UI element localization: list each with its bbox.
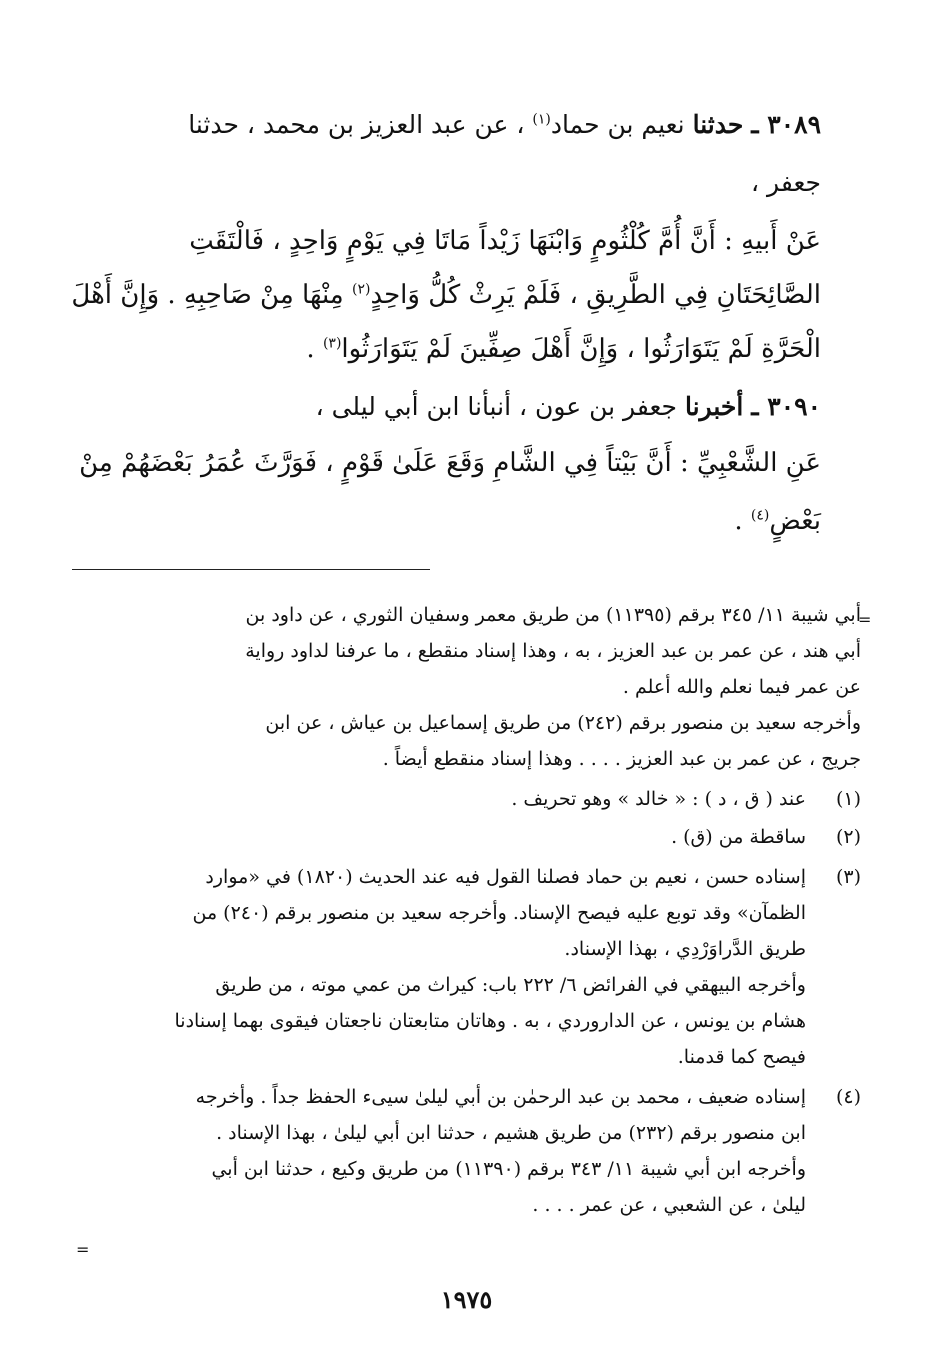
footnote-number: (٣)	[835, 866, 861, 888]
hadith-number: ٣٠٨٩ ـ	[751, 110, 821, 139]
page-number: ١٩٧٥	[440, 1285, 493, 1314]
continuation-mark-bottom: =	[76, 1240, 90, 1259]
footnote-number: (١)	[835, 788, 861, 810]
hadith-3090-matn-line-1	[72, 448, 821, 478]
isnad-text: جعفر ،	[751, 168, 821, 197]
footnote-ref: (١)	[532, 111, 551, 128]
hadith-3090-isnad-line-1	[72, 392, 821, 421]
isnad-text: جعفر بن عون ، أنبأنا ابن أبي ليلى ،	[315, 392, 678, 421]
transmission-keyword: أخبرنا	[684, 392, 744, 421]
hadith-3089-matn-line-2	[72, 280, 821, 310]
matn-text: .	[306, 334, 315, 364]
hadith-number: ٣٠٩٠ ـ	[751, 392, 821, 421]
matn-text: عَنِ الشَّعْبِيِّ : أَنَّ بَيْتاً فِي الشَّامِ وَقَعَ عَلَىٰ قَوْمٍ ، فَوَرَّثَ عُمَرُ بَعْضَهُمْ مِنْ	[79, 448, 821, 478]
footnote-text: ليلىٰ ، عن الشعبي ، عن عمر . . . .	[532, 1194, 806, 1216]
footnote-continuation-line: عن عمر فيما نعلم والله أعلم .	[622, 676, 861, 698]
matn-text: بَعْضٍ	[769, 506, 821, 536]
footnote-text: هشام بن يونس ، عن الداروردي ، به . وهاتان متابعتان ناجعتان فيقوى بهما إسنادنا	[174, 1010, 806, 1032]
hadith-3089-matn-line-3	[72, 334, 821, 364]
footnote-text: وأخرجه ابن أبي شيبة ١١/ ٣٤٣ برقم (١١٣٩٠) من طريق وكيع ، حدثنا ابن أبي	[211, 1158, 806, 1180]
hadith-3089-isnad-line-2	[72, 168, 821, 197]
footnote-text: إسناده ضعيف ، محمد بن عبد الرحمٰن بن أبي ليلىٰ سيىء الحفظ جداً . وأخرجه	[195, 1086, 806, 1108]
hadith-3089-isnad-line-1	[72, 110, 821, 139]
matn-text: .	[734, 506, 743, 536]
footnote-text: ابن منصور برقم (٢٣٢) من طريق هشيم ، حدثنا ابن أبي ليلىٰ ، بهذا الإسناد .	[216, 1122, 806, 1144]
matn-text: الْحَرَّةِ لَمْ يَتَوَارَثُوا ، وَإِنَّ أَهْلَ صِفِّينَ لَمْ يَتَوَارَثُوا	[341, 334, 821, 364]
footnote-continuation-line: جريج ، عن عمر بن عبد العزيز . . . . وهذا إسناد منقطع أيضاً .	[382, 748, 861, 770]
footnote-separator	[72, 569, 430, 570]
footnote-number: (٢)	[835, 826, 861, 848]
footnote-text: إسناده حسن ، نعيم بن حماد فصلنا القول فيه عند الحديث (١٨٢٠) في «موارد	[205, 866, 806, 888]
isnad-text: ، عن عبد العزيز بن محمد ، حدثنا	[188, 110, 525, 139]
continuation-mark-top: =	[858, 610, 872, 629]
footnote-continuation-line: أبي هند ، عن عمر بن عبد العزيز ، به ، وهذا إسناد منقطع ، ما عرفنا لداود رواية	[245, 640, 861, 662]
footnote-text: طريق الدَّراوَرْدِي ، بهذا الإسناد.	[564, 938, 806, 960]
isnad-text: نعيم بن حماد	[550, 110, 685, 139]
hadith-3089-matn-line-1	[72, 226, 821, 256]
footnote-continuation-line: وأخرجه سعيد بن منصور برقم (٢٤٢) من طريق إسماعيل بن عياش ، عن ابن	[265, 712, 861, 734]
footnote-ref: (٣)	[322, 335, 342, 352]
matn-text: عَنْ أَبيهِ : أَنَّ أُمَّ كُلْثُومٍ وَابْنَهَا زَيْداً مَاتَا فِي يَوْمٍ وَاحِدٍ ، فَالْتَقَتِ	[189, 226, 821, 256]
matn-text: الصَّائِحَتَانِ فِي الطَّرِيقِ ، فَلَمْ يَرِثْ كُلُّ وَاحِدٍ	[370, 280, 821, 310]
transmission-keyword: حدثنا	[692, 110, 744, 139]
hadith-3090-matn-line-2	[72, 506, 821, 536]
footnote-text: فيصح كما قدمنا.	[677, 1046, 806, 1068]
matn-text: مِنْهَا مِنْ صَاحِبِهِ . وَإِنَّ أَهْلَ	[71, 280, 344, 310]
footnote-text: وأخرجه البيهقي في الفرائض ٦/ ٢٢٢ باب: كيراث من عمي موته ، من طريق	[215, 974, 806, 996]
footnote-ref: (٢)	[351, 281, 371, 298]
footnote-ref: (٤)	[750, 507, 770, 524]
footnote-text: عند ( ق ، د ) : « خالد » وهو تحريف .	[511, 788, 806, 810]
footnote-text: ساقطة من (ق) .	[671, 826, 806, 848]
footnote-number: (٤)	[835, 1086, 861, 1108]
footnote-continuation-line: أبي شيبة ١١/ ٣٤٥ برقم (١١٣٩٥) من طريق معمر وسفيان الثوري ، عن داود بن	[245, 604, 861, 626]
footnote-text: الظمآن» وقد توبع عليه فيصح الإسناد. وأخرجه سعيد بن منصور برقم (٢٤٠) من	[192, 902, 806, 924]
